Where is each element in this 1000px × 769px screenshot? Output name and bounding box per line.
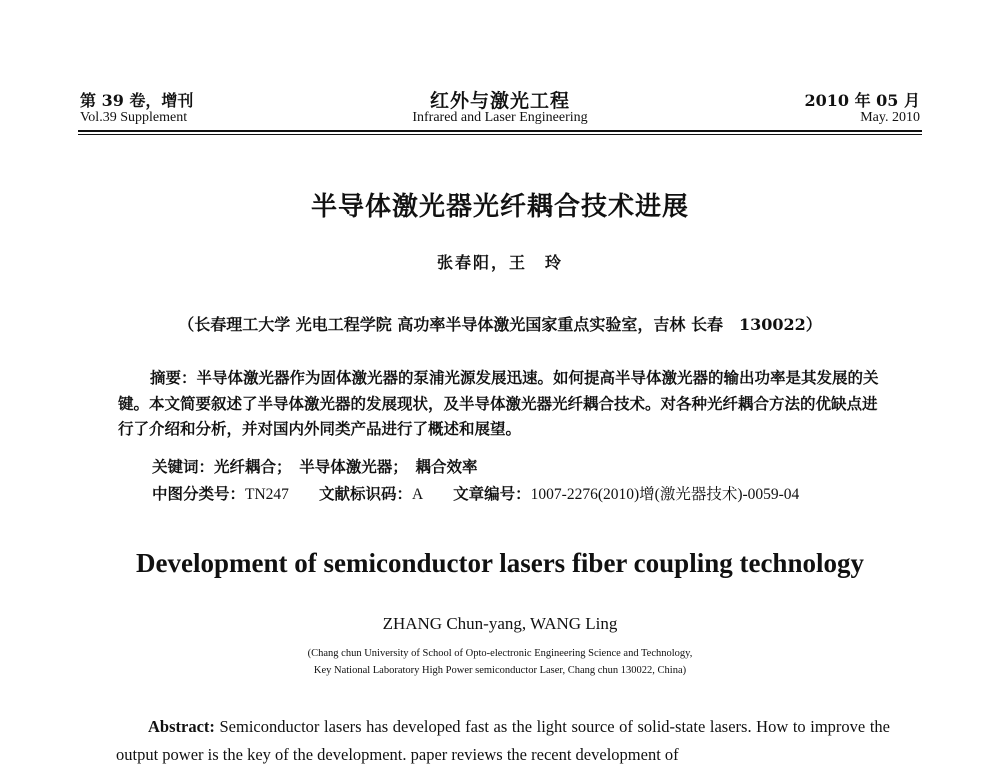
abstract-cn-text: 半导体激光器作为固体激光器的泵浦光源发展迅速。如何提高半导体激光器的输出功率是其发展的关键。本文简要叙述了半导体激光器的发展现状，及半导体激光器光纤耦合技术。对各种光纤耦合方法的优缺点进行了介绍和分析，并对国内外同类产品进行了概述和展望。 — [118, 368, 879, 438]
affiliation-cn: （长春理工大学 光电工程学院 高功率半导体激光国家重点实验室，吉林 长春 130022） — [178, 315, 822, 334]
clc-label: 中图分类号： — [152, 485, 246, 503]
keywords-label: 关键词： — [152, 458, 215, 476]
header-rule-thin — [78, 134, 922, 135]
publication-date-cn: 2010 年 05 月 — [804, 91, 920, 110]
authors-en: ZHANG Chun-yang, WANG Ling — [382, 614, 618, 633]
affiliation-en-line2: Key National Laboratory High Power semiconductor Laser, Chang chun 130022, China) — [313, 665, 687, 676]
paper-title-cn: 半导体激光器光纤耦合技术进展 — [310, 192, 689, 222]
classification-line — [152, 482, 799, 504]
journal-name-en: Infrared and Laser Engineering — [412, 110, 588, 125]
abstract-cn — [118, 365, 888, 441]
authors-cn: 张春阳，王 玲 — [436, 253, 563, 272]
abstract-en-label: Abstract: — [148, 717, 215, 736]
header-rule-thick — [78, 130, 922, 132]
volume-issue-en: Vol.39 Supplement — [80, 110, 188, 125]
publication-date-en: May. 2010 — [860, 110, 920, 125]
doc-code-value: A — [411, 486, 424, 503]
article-no-label: 文章编号： — [453, 485, 531, 503]
journal-name-cn: 红外与激光工程 — [429, 90, 570, 112]
keywords-cn — [152, 455, 478, 477]
affiliation-en-line1: (Chang chun University of School of Opto-electronic Engineering Science and Technology, — [307, 648, 693, 659]
paper-title-en: Development of semiconductor lasers fiber coupling technology — [136, 548, 864, 578]
clc-value: TN247 — [245, 486, 289, 503]
article-no-value: 1007-2276(2010)增(激光器技术)-0059-04 — [530, 486, 800, 503]
abstract-en — [116, 713, 890, 769]
abstract-en-text: Semiconductor lasers has developed fast as the light source of solid-state lasers. How to improve the output power is the key of the development. paper reviews the recent development of — [116, 717, 890, 764]
volume-issue-cn: 第 39 卷，增刊 — [80, 91, 194, 110]
abstract-cn-label: 摘要： — [150, 369, 197, 387]
keywords-text: 光纤耦合； 半导体激光器； 耦合效率 — [214, 457, 478, 476]
doc-code-label: 文献标识码： — [318, 485, 412, 503]
